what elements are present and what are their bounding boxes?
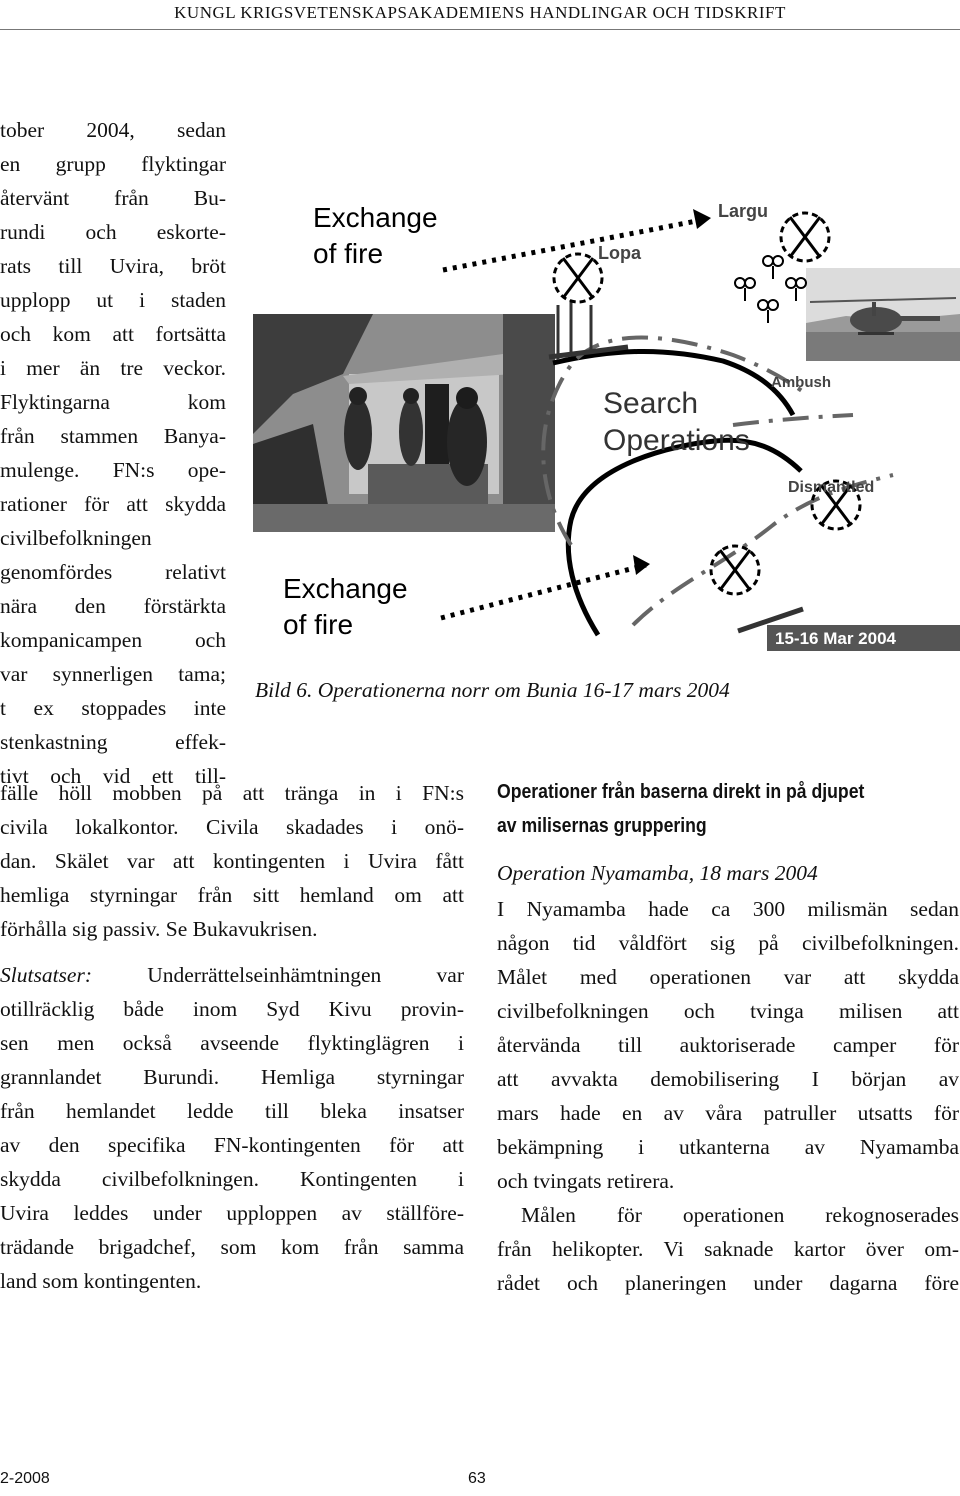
text-line: av den specifika FN-kontingenten för att [0,1133,464,1157]
page-number: 63 [468,1470,486,1487]
heading-line: Operationer från baserna direkt in på djupet [497,780,865,803]
exchange-of-fire-label: Exchange [313,202,438,233]
ambush-label: Ambush [771,374,831,391]
body-text-continued [0,776,464,946]
text-line: Målen för operationen rekognoserades [521,1203,959,1227]
left-column-text [0,113,226,793]
text-line: återvänt från Bu- [0,186,226,210]
text-line: att avvakta demobilisering I början av [497,1067,959,1091]
search-operations-label: Search [603,387,699,420]
exchange-of-fire-label: of fire [313,238,384,269]
text-line: grannlandet Burundi. Hemliga styrningar [0,1065,464,1089]
text-line: förhålla sig passiv. Se Bukavukrisen. [0,917,318,941]
text-line: en grupp flyktingar [0,152,226,176]
text-line: rundi och eskorte- [0,220,226,244]
text-line: mulenge. FN:s ope- [0,458,226,482]
text-line: t ex stoppades inte [0,696,226,720]
operation-title: Operation Nyamamba, 18 mars 2004 [497,861,818,885]
text-line: genomfördes relativt [0,560,226,584]
operations-diagram [253,125,960,665]
text-line: land som kontingenten. [0,1269,202,1293]
text-line: tivt och vid ett till- [0,764,226,788]
text-line: från helikopter. Vi saknade kartor över om- [497,1237,959,1261]
text-line: skydda civilbefolkningen. Kontingenten i [0,1167,464,1191]
running-header: KUNGL KRIGSVETENSKAPSAKADEMIENS HANDLINGAR OCH TIDSKRIFT [174,3,786,22]
text-line: mars hade en av våra patruller utsatts för [497,1101,959,1125]
text-line: Uvira leddes under upploppen av ställföre- [0,1201,464,1225]
text-line: var synnerligen tama; [0,662,226,686]
text-line: dan. Skälet var att kontingenten i Uvira fått [0,849,464,873]
text-line: någon tid våldfört sig på civilbefolkningen. [497,931,959,955]
text-line: från hemlandet ledde till bleka insatser [0,1099,464,1123]
text-line: Målet med operationen var att skydda [497,965,959,989]
heading-line: av milisernas gruppering [497,814,707,837]
text-line: återvända till auktoriserade camper för [497,1033,959,1057]
text-line: civila lokalkontor. Civila skadades i onö- [0,815,464,839]
text-line: Flyktingarna kom [0,390,226,414]
text-line: från stammen Banya- [0,424,226,448]
text-line: upplopp ut i staden [0,288,226,312]
issue-number: 2-2008 [0,1470,50,1487]
header-rule [0,29,960,30]
text-line: nära den förstärkta [0,594,226,618]
caption-text: Operationerna norr om Bunia 16-17 mars 2004 [312,678,730,702]
text-line: civilbefolkningen och tvinga milisen att [497,999,959,1023]
dismantled-label: Dismantled [788,479,875,496]
exchange-of-fire-label: of fire [283,609,354,640]
text-line: civilbefolkningen [0,526,152,550]
text-line: fälle höll mobben på att tränga in i FN:s [0,781,464,805]
exchange-of-fire-label: Exchange [283,573,408,604]
text-line: sen men också avseende flyktinglägren i [0,1031,464,1055]
right-column-text [497,892,959,1300]
text-line: stenkastning effek- [0,730,226,754]
lopa-label: Lopa [598,243,641,263]
section-heading [497,775,960,843]
caption-label: Bild 6. [255,678,313,702]
text-line: bekämpning i utkanterna av Nyamamba [497,1135,959,1159]
conclusion-paragraph [0,958,464,1298]
text-line: trädande brigadchef, som kom från samma [0,1235,464,1259]
conclusion-first-line: Underrättelseinhämtningen var [91,963,464,987]
text-line: i mer än tre veckor. [0,356,226,380]
text-line: rats till Uvira, bröt [0,254,226,278]
text-line: hemliga styrningar från sitt hemland om att [0,883,464,907]
text-line: och tvingats retirera. [497,1169,675,1193]
text-line [0,958,464,992]
date-badge-text: 15-16 Mar 2004 [775,629,896,648]
conclusion-label: Slutsatser: [0,963,92,987]
largu-label: Largu [718,201,769,221]
search-operations-label: Operations [603,424,750,457]
text-line: och kom att fortsätta [0,322,226,346]
text-line: tober 2004, sedan [0,118,226,142]
text-line: kompanicampen och [0,628,226,652]
text-line: otillräcklig både inom Syd Kivu provin- [0,997,464,1021]
text-line: rådet och planeringen under dagarna före [497,1271,959,1295]
text-line: I Nyamamba hade ca 300 milismän sedan [497,897,959,921]
figure-caption [255,673,730,707]
text-line: rationer för att skydda [0,492,226,516]
